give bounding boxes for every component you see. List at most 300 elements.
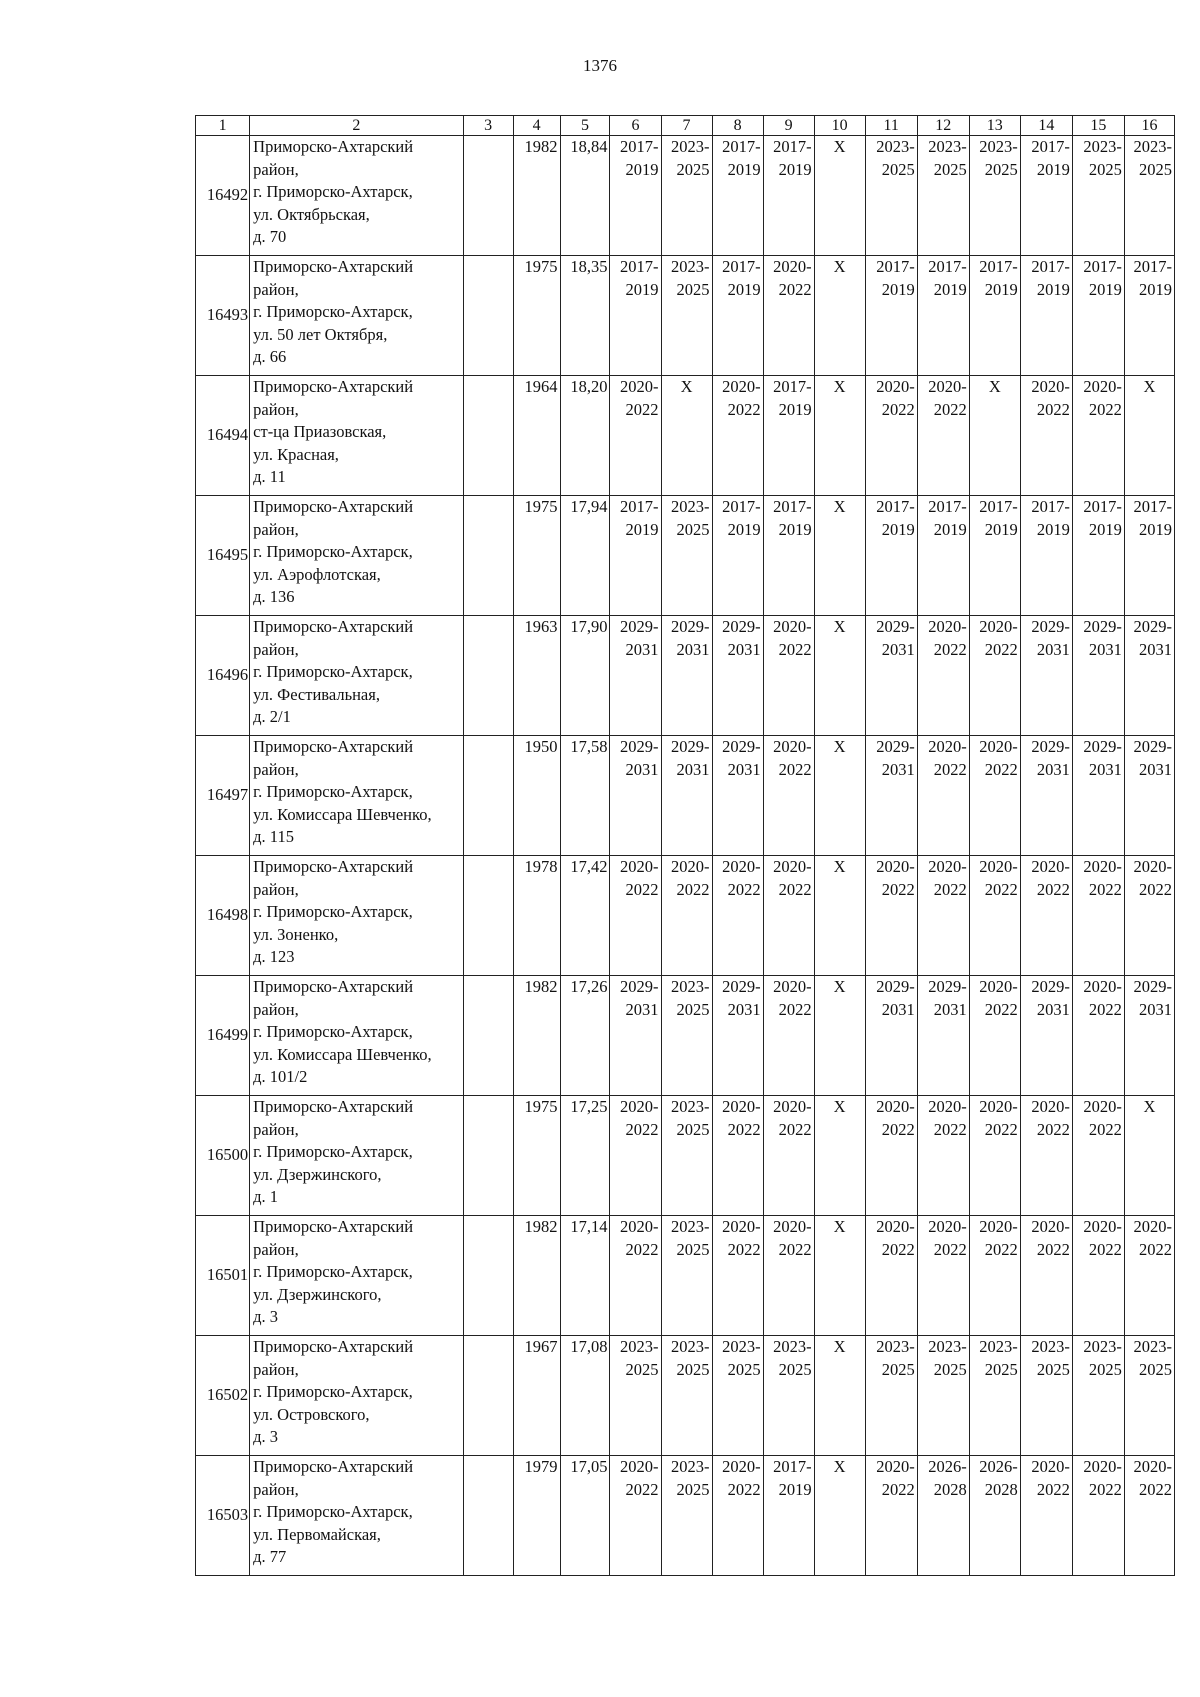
- period-cell-col-7: [661, 736, 712, 856]
- period-cell-col-12: [917, 1336, 969, 1456]
- address-line: ул. Красная,: [253, 444, 339, 464]
- period-end: 2019: [1036, 519, 1070, 539]
- period-end: 2022: [778, 1119, 812, 1139]
- col3-cell: [463, 496, 513, 616]
- table-row: [196, 256, 1175, 376]
- period-start: 2020-: [1031, 1097, 1070, 1116]
- period-cell-col-10: X: [814, 1336, 865, 1456]
- period-start: 2017-: [620, 497, 659, 516]
- period-cell-col-14: [1020, 736, 1072, 856]
- row-number: 16493: [196, 256, 250, 376]
- period-end: 2031: [625, 639, 659, 659]
- address-line: ул. Аэрофлотская,: [253, 564, 381, 584]
- address-line: ул. Фестивальная,: [253, 684, 380, 704]
- period-end: 2019: [727, 279, 761, 299]
- period-end: 2019: [933, 519, 967, 539]
- area-cell: 17,08: [560, 1336, 610, 1456]
- table-row: [196, 616, 1175, 736]
- column-header-12: 12: [917, 116, 969, 136]
- period-start: 2029-: [620, 977, 659, 996]
- address-line: район,: [253, 1119, 299, 1139]
- address-line: д. 11: [253, 467, 286, 487]
- period-end: 2022: [1139, 1479, 1172, 1499]
- period-cell-col-8: [712, 616, 763, 736]
- address-line: г. Приморско-Ахтарск,: [253, 1382, 413, 1402]
- period-end: 2025: [676, 1359, 710, 1379]
- period-start: 2017-: [928, 497, 967, 516]
- column-header-6: 6: [610, 116, 661, 136]
- row-number: 16499: [196, 976, 250, 1096]
- period-end: 2031: [1036, 999, 1070, 1019]
- period-cell-col-6: [610, 976, 661, 1096]
- period-end: 2022: [727, 879, 761, 899]
- period-end: 2025: [676, 999, 710, 1019]
- period-end: 2019: [984, 519, 1018, 539]
- period-end: 2025: [984, 159, 1018, 179]
- period-start: 2029-: [722, 737, 761, 756]
- period-cell-col-12: [917, 256, 969, 376]
- column-header-7: 7: [661, 116, 712, 136]
- period-start: 2023-: [979, 137, 1018, 156]
- period-cell-col-11: [865, 1336, 917, 1456]
- period-cell-col-11: [865, 736, 917, 856]
- period-end: 2022: [984, 999, 1018, 1019]
- period-cell-col-10: X: [814, 736, 865, 856]
- period-cell-col-11: [865, 1216, 917, 1336]
- area-cell: 17,58: [560, 736, 610, 856]
- period-cell-col-9: [763, 1096, 814, 1216]
- period-cell-col-7: [661, 616, 712, 736]
- period-start: 2017-: [1133, 257, 1172, 276]
- address-line: г. Приморско-Ахтарск,: [253, 302, 413, 322]
- period-end: 2031: [881, 639, 915, 659]
- area-cell: 18,84: [560, 136, 610, 256]
- period-end: 2019: [625, 159, 659, 179]
- address-line: район,: [253, 159, 299, 179]
- period-end: 2031: [881, 759, 915, 779]
- period-end: 2022: [625, 1479, 659, 1499]
- period-end: 2022: [881, 399, 915, 419]
- period-end: 2031: [1139, 759, 1172, 779]
- period-end: 2025: [1139, 1359, 1172, 1379]
- period-end: 2022: [778, 879, 812, 899]
- address-line: г. Приморско-Ахтарск,: [253, 1262, 413, 1282]
- period-cell-col-8: [712, 1216, 763, 1336]
- period-start: 2020-: [1083, 1217, 1122, 1236]
- period-cell-col-14: [1020, 976, 1072, 1096]
- period-cell-col-16: [1124, 136, 1174, 256]
- period-end: 2022: [1088, 1239, 1122, 1259]
- col3-cell: [463, 616, 513, 736]
- period-end: 2025: [881, 1359, 915, 1379]
- period-cell-col-12: [917, 976, 969, 1096]
- period-start: 2020-: [773, 1097, 812, 1116]
- period-start: 2020-: [928, 617, 967, 636]
- col3-cell: [463, 1456, 513, 1576]
- period-start: 2020-: [722, 857, 761, 876]
- row-number: 16498: [196, 856, 250, 976]
- period-cell-col-11: [865, 1096, 917, 1216]
- period-cell-col-12: [917, 376, 969, 496]
- period-cell-col-10: X: [814, 376, 865, 496]
- address-line: Приморско-Ахтарский: [253, 977, 414, 996]
- period-end: 2031: [1088, 759, 1122, 779]
- period-end: 2028: [933, 1479, 967, 1499]
- address-line: район,: [253, 279, 299, 299]
- period-start: 2020-: [1031, 1217, 1070, 1236]
- period-cell-col-16: [1124, 256, 1174, 376]
- period-cell-col-15: [1072, 256, 1124, 376]
- period-cell-col-12: [917, 1456, 969, 1576]
- period-cell-col-9: [763, 1336, 814, 1456]
- period-end: 2019: [881, 279, 915, 299]
- table-row: [196, 856, 1175, 976]
- period-end: 2019: [727, 519, 761, 539]
- period-end: 2019: [1036, 159, 1070, 179]
- period-start: 2017-: [620, 137, 659, 156]
- address-line: г. Приморско-Ахтарск,: [253, 782, 413, 802]
- period-cell-col-6: [610, 616, 661, 736]
- period-start: 2023-: [1083, 137, 1122, 156]
- period-cell-col-6: [610, 736, 661, 856]
- period-start: 2020-: [722, 1097, 761, 1116]
- period-start: 2020-: [928, 737, 967, 756]
- period-end: 2019: [1139, 519, 1172, 539]
- period-end: 2022: [1088, 1479, 1122, 1499]
- period-start: 2029-: [1133, 737, 1172, 756]
- period-start: 2020-: [1031, 857, 1070, 876]
- period-cell-col-10: X: [814, 136, 865, 256]
- table-header: [196, 116, 1175, 136]
- period-end: 2031: [727, 759, 761, 779]
- period-cell-col-10: X: [814, 856, 865, 976]
- period-start: 2017-: [722, 257, 761, 276]
- period-start: 2029-: [1083, 737, 1122, 756]
- period-end: 2022: [881, 1479, 915, 1499]
- period-start: 2029-: [876, 617, 915, 636]
- period-cell-col-9: [763, 856, 814, 976]
- period-end: 2022: [984, 1239, 1018, 1259]
- period-cell-col-6: [610, 1336, 661, 1456]
- period-cell-col-6: [610, 496, 661, 616]
- column-header-5: 5: [560, 116, 610, 136]
- period-cell-col-12: [917, 136, 969, 256]
- period-start: 2029-: [1133, 977, 1172, 996]
- period-start: 2020-: [876, 1457, 915, 1476]
- period-start: 2020-: [1133, 1217, 1172, 1236]
- period-cell-col-8: [712, 976, 763, 1096]
- period-cell-col-6: [610, 136, 661, 256]
- address-line: д. 3: [253, 1307, 279, 1327]
- period-start: 2020-: [773, 737, 812, 756]
- address-line: г. Приморско-Ахтарск,: [253, 662, 413, 682]
- row-number: 16495: [196, 496, 250, 616]
- address-line: ул. 50 лет Октября,: [253, 324, 388, 344]
- period-cell-col-16: [1124, 496, 1174, 616]
- period-end: 2022: [778, 279, 812, 299]
- column-header-14: 14: [1020, 116, 1072, 136]
- period-start: 2020-: [979, 737, 1018, 756]
- period-cell-col-8: [712, 856, 763, 976]
- period-start: 2017-: [979, 257, 1018, 276]
- period-start: 2020-: [876, 377, 915, 396]
- column-header-2: 2: [250, 116, 464, 136]
- period-cell-col-10: X: [814, 1456, 865, 1576]
- period-cell-col-13: [969, 496, 1020, 616]
- column-header-10: 10: [814, 116, 865, 136]
- period-start: 2029-: [876, 737, 915, 756]
- period-cell-col-14: [1020, 1216, 1072, 1336]
- period-end: 2022: [625, 879, 659, 899]
- period-start: 2020-: [773, 857, 812, 876]
- period-end: 2031: [881, 999, 915, 1019]
- period-start: 2020-: [722, 377, 761, 396]
- address-cell: [250, 496, 464, 616]
- column-header-9: 9: [763, 116, 814, 136]
- period-cell-col-11: [865, 976, 917, 1096]
- period-start: 2023-: [1133, 137, 1172, 156]
- column-header-15: 15: [1072, 116, 1124, 136]
- year-cell: 1975: [513, 1096, 560, 1216]
- address-line: ул. Дзержинского,: [253, 1164, 382, 1184]
- period-start: 2023-: [1133, 1337, 1172, 1356]
- row-number: 16503: [196, 1456, 250, 1576]
- period-cell-col-10: X: [814, 496, 865, 616]
- col3-cell: [463, 856, 513, 976]
- period-end: 2022: [933, 1119, 967, 1139]
- address-line: д. 136: [253, 587, 295, 607]
- period-end: 2019: [778, 399, 812, 419]
- period-start: 2017-: [1133, 497, 1172, 516]
- period-start: 2020-: [979, 617, 1018, 636]
- period-cell-col-7: [661, 976, 712, 1096]
- period-end: 2019: [984, 279, 1018, 299]
- period-cell-col-8: [712, 376, 763, 496]
- period-end: 2031: [676, 759, 710, 779]
- address-line: район,: [253, 519, 299, 539]
- period-cell-col-7: [661, 1456, 712, 1576]
- period-cell-col-11: [865, 856, 917, 976]
- period-start: 2020-: [979, 1217, 1018, 1236]
- address-line: район,: [253, 879, 299, 899]
- col3-cell: [463, 256, 513, 376]
- period-start: 2020-: [620, 857, 659, 876]
- column-header-4: 4: [513, 116, 560, 136]
- period-end: 2022: [625, 1239, 659, 1259]
- period-end: 2022: [727, 1479, 761, 1499]
- period-cell-col-16: [1124, 616, 1174, 736]
- period-end: 2031: [1139, 639, 1172, 659]
- row-number: 16494: [196, 376, 250, 496]
- period-start: 2023-: [722, 1337, 761, 1356]
- period-cell-col-13: [969, 616, 1020, 736]
- period-end: 2022: [881, 879, 915, 899]
- period-end: 2025: [727, 1359, 761, 1379]
- period-cell-col-12: [917, 1096, 969, 1216]
- period-start: 2023-: [928, 137, 967, 156]
- row-number: 16502: [196, 1336, 250, 1456]
- address-line: д. 66: [253, 347, 287, 367]
- period-start: 2023-: [671, 1337, 710, 1356]
- period-end: 2025: [933, 1359, 967, 1379]
- year-cell: 1950: [513, 736, 560, 856]
- column-header-11: 11: [865, 116, 917, 136]
- period-start: 2020-: [620, 1457, 659, 1476]
- period-end: 2022: [1036, 1119, 1070, 1139]
- address-cell: [250, 616, 464, 736]
- period-end: 2025: [676, 519, 710, 539]
- address-line: Приморско-Ахтарский: [253, 737, 414, 756]
- period-end: 2022: [778, 999, 812, 1019]
- period-end: 2022: [984, 1119, 1018, 1139]
- period-cell-col-9: [763, 256, 814, 376]
- period-start: 2017-: [1031, 257, 1070, 276]
- period-cell-col-9: [763, 136, 814, 256]
- period-cell-col-15: [1072, 1336, 1124, 1456]
- period-cell-col-15: [1072, 376, 1124, 496]
- period-end: 2022: [727, 399, 761, 419]
- period-start: 2020-: [1083, 977, 1122, 996]
- period-end: 2019: [933, 279, 967, 299]
- period-cell-col-7: [661, 496, 712, 616]
- table-body: [196, 136, 1175, 1576]
- address-line: д. 101/2: [253, 1067, 308, 1087]
- period-end: 2022: [1088, 879, 1122, 899]
- period-cell-col-16: [1124, 976, 1174, 1096]
- area-cell: 17,90: [560, 616, 610, 736]
- table-row: [196, 136, 1175, 256]
- period-cell-col-8: [712, 256, 763, 376]
- period-cell-col-15: [1072, 976, 1124, 1096]
- address-line: г. Приморско-Ахтарск,: [253, 1502, 413, 1522]
- period-start: 2017-: [1031, 497, 1070, 516]
- period-end: 2022: [1036, 399, 1070, 419]
- period-start: 2023-: [928, 1337, 967, 1356]
- period-cell-col-9: [763, 376, 814, 496]
- period-cell-col-6: [610, 1456, 661, 1576]
- address-line: Приморско-Ахтарский: [253, 377, 414, 396]
- period-cell-col-13: [969, 736, 1020, 856]
- year-cell: 1982: [513, 1216, 560, 1336]
- address-line: д. 77: [253, 1547, 287, 1567]
- address-line: Приморско-Ахтарский: [253, 857, 414, 876]
- period-start: 2029-: [671, 737, 710, 756]
- address-cell: [250, 376, 464, 496]
- period-end: 2022: [778, 759, 812, 779]
- area-cell: 17,14: [560, 1216, 610, 1336]
- period-end: 2022: [1139, 879, 1172, 899]
- col3-cell: [463, 376, 513, 496]
- period-start: 2023-: [671, 137, 710, 156]
- period-end: 2025: [933, 159, 967, 179]
- period-start: 2017-: [876, 497, 915, 516]
- area-cell: 18,35: [560, 256, 610, 376]
- period-start: 2017-: [620, 257, 659, 276]
- period-end: 2019: [881, 519, 915, 539]
- period-end: 2019: [1139, 279, 1172, 299]
- period-end: 2025: [676, 159, 710, 179]
- period-start: 2020-: [1031, 377, 1070, 396]
- address-line: район,: [253, 759, 299, 779]
- period-end: 2025: [778, 1359, 812, 1379]
- address-cell: [250, 256, 464, 376]
- address-line: г. Приморско-Ахтарск,: [253, 182, 413, 202]
- period-end: 2025: [1088, 1359, 1122, 1379]
- period-start: 2020-: [1083, 857, 1122, 876]
- address-line: ст-ца Приазовская,: [253, 422, 387, 442]
- period-cell-col-12: [917, 856, 969, 976]
- period-end: 2022: [1036, 879, 1070, 899]
- address-cell: [250, 1216, 464, 1336]
- period-cell-col-15: [1072, 136, 1124, 256]
- period-cell-col-11: [865, 136, 917, 256]
- period-start: 2020-: [1133, 1457, 1172, 1476]
- period-cell-col-13: [969, 256, 1020, 376]
- area-cell: 17,42: [560, 856, 610, 976]
- period-end: 2022: [933, 879, 967, 899]
- address-line: Приморско-Ахтарский: [253, 257, 414, 276]
- year-cell: 1982: [513, 136, 560, 256]
- year-cell: 1975: [513, 256, 560, 376]
- period-cell-col-14: [1020, 1336, 1072, 1456]
- period-end: 2031: [1139, 999, 1172, 1019]
- col3-cell: [463, 1216, 513, 1336]
- period-start: 2017-: [979, 497, 1018, 516]
- period-end: 2031: [727, 999, 761, 1019]
- row-number: 16501: [196, 1216, 250, 1336]
- col3-cell: [463, 1336, 513, 1456]
- address-line: Приморско-Ахтарский: [253, 1097, 414, 1116]
- col3-cell: [463, 976, 513, 1096]
- row-number: 16497: [196, 736, 250, 856]
- period-start: 2020-: [928, 1217, 967, 1236]
- address-line: Приморско-Ахтарский: [253, 137, 414, 156]
- period-end: 2022: [1088, 1119, 1122, 1139]
- period-end: 2025: [676, 1119, 710, 1139]
- period-cell-col-8: [712, 1336, 763, 1456]
- period-end: 2019: [1036, 279, 1070, 299]
- address-line: район,: [253, 999, 299, 1019]
- period-end: 2022: [933, 399, 967, 419]
- address-line: д. 115: [253, 827, 294, 847]
- period-cell-col-12: [917, 616, 969, 736]
- period-cell-col-10: X: [814, 616, 865, 736]
- period-cell-col-11: [865, 616, 917, 736]
- period-cell-col-14: [1020, 1456, 1072, 1576]
- period-cell-col-13: [969, 1336, 1020, 1456]
- period-cell-col-11: [865, 376, 917, 496]
- period-cell-col-7: [661, 856, 712, 976]
- period-cell-col-6: [610, 856, 661, 976]
- period-cell-col-16: X: [1124, 376, 1174, 496]
- period-start: 2017-: [773, 1457, 812, 1476]
- period-end: 2022: [1088, 399, 1122, 419]
- period-start: 2020-: [773, 1217, 812, 1236]
- period-start: 2020-: [722, 1457, 761, 1476]
- period-start: 2020-: [773, 617, 812, 636]
- address-cell: [250, 1096, 464, 1216]
- period-start: 2017-: [1031, 137, 1070, 156]
- year-cell: 1979: [513, 1456, 560, 1576]
- period-cell-col-16: [1124, 1456, 1174, 1576]
- period-cell-col-14: [1020, 136, 1072, 256]
- period-cell-col-13: [969, 1216, 1020, 1336]
- area-cell: 17,05: [560, 1456, 610, 1576]
- period-cell-col-10: X: [814, 1216, 865, 1336]
- period-cell-col-7: [661, 1096, 712, 1216]
- period-cell-col-12: [917, 736, 969, 856]
- period-start: 2023-: [979, 1337, 1018, 1356]
